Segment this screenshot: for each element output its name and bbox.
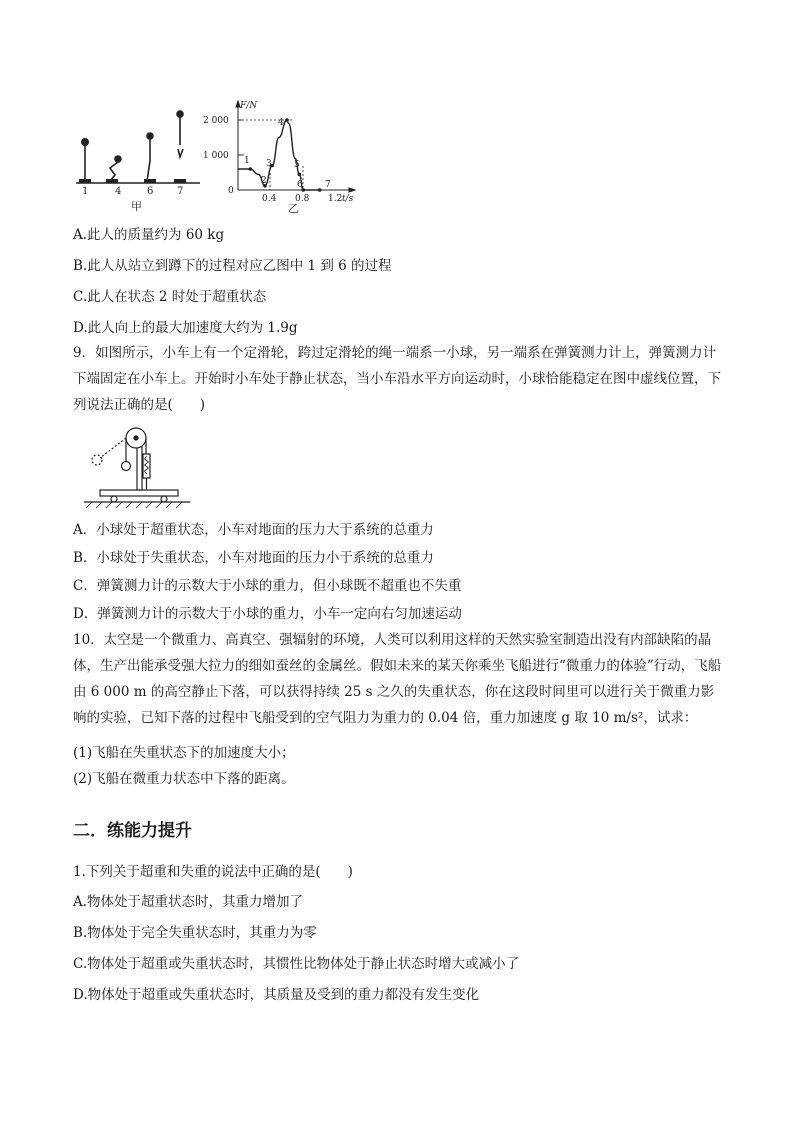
point-label-7: 7 xyxy=(325,180,331,190)
state-label-4: 4 xyxy=(115,186,122,197)
person-state-6 xyxy=(144,133,156,183)
point-label-5: 5 xyxy=(294,160,300,170)
point-label-2: 2 xyxy=(261,176,267,186)
curve-point-5 xyxy=(298,173,302,177)
y-tick-1000: 1 000 xyxy=(203,151,229,161)
s2-q1-option-d: D.物体处于超重或失重状态时，其质量及受到的重力都没有发生变化 xyxy=(73,987,480,1003)
cart-wheel-right xyxy=(161,496,167,502)
figure-jia-caption: 甲 xyxy=(131,200,142,213)
ball-dashed-position xyxy=(92,455,102,465)
q9-option-c: C．弹簧测力计的示数大于小球的重力，但小球既不超重也不失重 xyxy=(73,578,462,594)
figure-yi-caption: 乙 xyxy=(288,202,299,215)
s2-q1-option-a: A.物体处于超重状态时，其重力增加了 xyxy=(73,894,304,910)
cart-wheel-left xyxy=(111,496,117,502)
y-axis-label: F/N xyxy=(240,101,258,111)
q9-option-b: B．小球处于失重状态，小车对地面的压力小于系统的总重力 xyxy=(73,550,434,566)
state-label-6: 6 xyxy=(147,186,154,197)
cart-body xyxy=(100,490,178,496)
q10-sub-question-2: (2)飞船在微重力状态中下落的距离。 xyxy=(73,771,295,787)
state-label-1: 1 xyxy=(82,186,89,197)
person-state-7 xyxy=(174,111,186,183)
s2-q1-option-b: B.物体处于完全失重状态时，其重力为零 xyxy=(73,925,317,941)
x-axis-label: t/s xyxy=(342,194,354,204)
force-curve xyxy=(238,120,320,190)
q8-option-b: B.此人从站立到蹲下的过程对应乙图中 1 到 6 的过程 xyxy=(73,258,392,274)
q8-option-a: A.此人的质量约为 60 kg xyxy=(73,227,225,243)
x-axis-arrow xyxy=(349,188,355,192)
q9-figure-cart-pulley xyxy=(80,418,195,513)
person-state-4 xyxy=(106,156,121,183)
q8-option-d: D.此人向上的最大加速度大约为 1.9g xyxy=(73,320,298,336)
s2-q1-stem: 1.下列关于超重和失重的说法中正确的是( ) xyxy=(73,864,353,880)
x-tick-1-2: 1.2 xyxy=(328,194,343,204)
state-label-7: 7 xyxy=(177,186,184,197)
q10-stem: 10．太空是一个微重力、高真空、强辐射的环境，人类可以利用这样的天然实验室制造出没有内部缺陷的晶体，生产出能承受强大拉力的细如蚕丝的金属丝。假如未来的某天你乘坐飞船进行“微重力的体验”行动，飞船由 6 000 m 的高空静止下落，可以获得持续 25 s 之久的失重状态，你在这段时间里可以进行关于微重力影响的实验，已知下落的过程中飞船受到的空气阻力为重力的 0.04 倍，重力加速度 g 取 10 m/s²，试求： xyxy=(73,632,722,726)
point-label-3: 3 xyxy=(266,159,272,169)
x-tick-0-4: 0.4 xyxy=(262,194,277,204)
section-2-title: 二．练能力提升 xyxy=(73,821,192,841)
ball xyxy=(122,462,131,471)
q9-option-d: D．弹簧测力计的示数大于小球的重力，小车一定向右匀加速运动 xyxy=(73,606,462,622)
q9-option-a: A．小球处于超重状态，小车对地面的压力大于系统的总重力 xyxy=(73,522,434,538)
curve-point-4 xyxy=(285,118,289,122)
x-tick-0-8: 0.8 xyxy=(295,194,310,204)
s2-q1-option-c: C.物体处于超重或失重状态时，其惯性比物体处于静止状态时增大或减小了 xyxy=(73,956,520,972)
point-label-1: 1 xyxy=(244,156,250,166)
spring-scale xyxy=(143,454,150,478)
curve-point-7 xyxy=(318,188,322,192)
point-label-4: 4 xyxy=(278,118,284,128)
y-tick-2000: 2 000 xyxy=(203,116,229,126)
q10-sub-question-1: (1)飞船在失重状态下的加速度大小； xyxy=(73,745,295,761)
curve-point-1 xyxy=(249,167,253,171)
y-tick-0: 0 xyxy=(228,186,234,196)
q8-option-c: C.此人在状态 2 时处于超重状态 xyxy=(73,289,267,305)
figure-yi-chart xyxy=(200,98,365,216)
q9-stem: 9．如图所示，小车上有一个定滑轮，跨过定滑轮的绳一端系一小球，另一端系在弹簧测力计上，弹簧测力计下端固定在小车上。开始时小车处于静止状态，当小车沿水平方向运动时，小球恰能稳定在图中虚线位置，下列说法正确的是( ) xyxy=(73,345,721,413)
figure-jia xyxy=(70,105,205,215)
point-label-6: 6 xyxy=(297,180,303,190)
person-state-1 xyxy=(79,139,91,183)
